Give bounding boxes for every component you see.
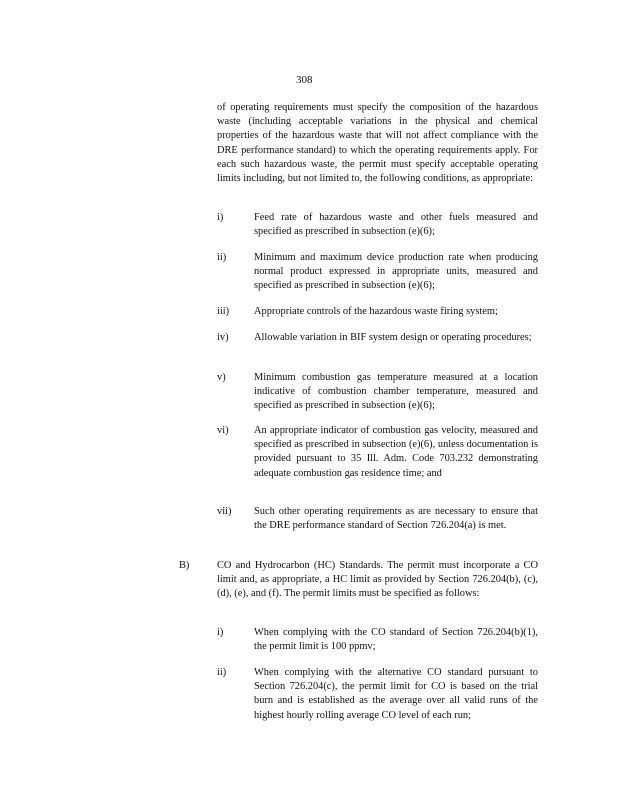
list-item-text: Minimum combustion gas temperature measured at a location indicative of combustion chamber temperature, measured and specified as prescribed in subsection (e)(6); <box>254 372 538 412</box>
section-marker: B) <box>179 560 190 571</box>
list-marker: v) <box>217 372 226 383</box>
list-item-text: Minimum and maximum device production rate when producing normal product expressed in appropriate units, measured and specified as prescribed in subsection (e)(6); <box>254 252 538 292</box>
list-marker: ii) <box>217 667 227 678</box>
list-item-text: An appropriate indicator of combustion gas velocity, measured and specified as prescribed in subsection (e)(6), unless documentation is provided pursuant to 35 Ill. Adm. Code 703.232 demonstrating adequate combustion gas residence time; and <box>254 425 538 479</box>
list-item-text: Allowable variation in BIF system design or operating procedures; <box>254 332 532 343</box>
list-marker: vi) <box>217 425 229 436</box>
list-item-text: Feed rate of hazardous waste and other fuels measured and specified as prescribed in subsection (e)(6); <box>254 212 538 238</box>
intro-paragraph: of operating requirements must specify the composition of the hazardous waste (including acceptable variations in the physical and chemical properties of the hazardous waste that will not affect compliance with the DRE performance standard) to which the operating requirements apply. For each such hazardous waste, the permit must specify acceptable operating limits including, but not limited to, the following conditions, as appropriate: <box>217 102 538 185</box>
list-marker: iii) <box>217 306 230 317</box>
list-item-text: Appropriate controls of the hazardous waste firing system; <box>254 306 498 317</box>
list-item-text: When complying with the alternative CO standard pursuant to Section 726.204(c), the permit limit for CO is based on the trial burn and is established as the average over all valid runs of the highest hourly rolling average CO level of each run; <box>254 667 538 721</box>
list-marker: vii) <box>217 506 232 517</box>
list-marker: i) <box>217 212 224 223</box>
list-marker: ii) <box>217 252 227 263</box>
page-number: 308 <box>296 74 313 86</box>
list-marker: i) <box>217 627 224 638</box>
list-item-text: Such other operating requirements as are necessary to ensure that the DRE performance standard of Section 726.204(a) is met. <box>254 506 538 532</box>
section-b-paragraph: CO and Hydrocarbon (HC) Standards. The permit must incorporate a CO limit and, as appropriate, a HC limit as provided by Section 726.204(b), (c), (d), (e), and (f). The permit limits must be specified as follows: <box>217 560 538 600</box>
list-marker: iv) <box>217 332 229 343</box>
list-item-text: When complying with the CO standard of Section 726.204(b)(1), the permit limit is 100 ppmv; <box>254 627 538 653</box>
